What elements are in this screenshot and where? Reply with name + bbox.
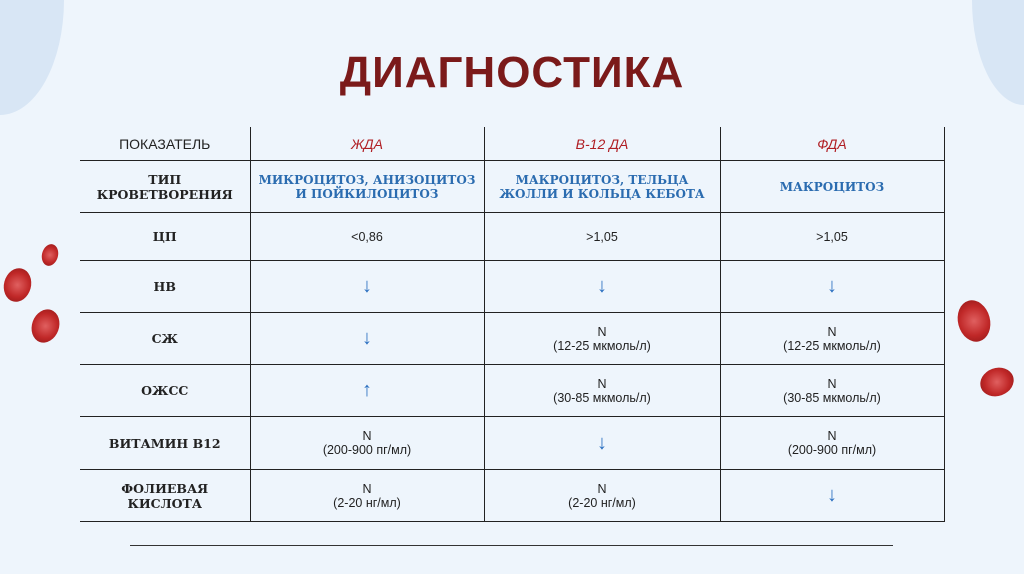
arrow-down-icon: ↓	[362, 275, 372, 297]
cell-value: N	[827, 429, 837, 443]
table-cell	[250, 365, 484, 417]
header-b12da: В-12 ДА	[484, 127, 720, 161]
table-cell	[484, 417, 720, 470]
red-blood-cell-image	[27, 305, 64, 346]
table-row	[80, 213, 944, 261]
arrow-down-icon: ↓	[827, 484, 837, 506]
arrow-down-icon: ↓	[827, 275, 837, 297]
table-row	[80, 261, 944, 313]
table-cell	[250, 161, 484, 213]
bottom-divider	[130, 545, 893, 546]
table-cell	[484, 261, 720, 313]
table-cell	[250, 213, 484, 261]
row-label: ОЖСС	[80, 365, 250, 417]
table-row	[80, 161, 944, 213]
table-cell	[250, 261, 484, 313]
table-cell	[484, 313, 720, 365]
table-cell	[720, 313, 944, 365]
table-cell	[720, 161, 944, 213]
table-cell	[720, 417, 944, 470]
cell-range: (12-25 мкмоль/л)	[783, 338, 881, 353]
row-label: ТИП КРОВЕТВОРЕНИЯ	[80, 161, 250, 213]
table-row	[80, 417, 944, 470]
cell-value: N	[362, 481, 372, 496]
row-label: СЖ	[80, 313, 250, 365]
header-fda: ФДА	[720, 127, 944, 161]
cell-value: МАКРОЦИТОЗ	[779, 179, 885, 194]
red-blood-cell-image	[976, 363, 1018, 401]
table-cell	[720, 470, 944, 522]
table-row	[80, 313, 944, 365]
table-cell	[484, 213, 720, 261]
table-cell	[250, 470, 484, 522]
cell-range: (200-900 пг/мл)	[322, 443, 412, 457]
arrow-down-icon: ↓	[362, 327, 372, 349]
cell-value: N	[597, 376, 607, 391]
cell-range: (2-20 нг/мл)	[333, 495, 401, 510]
header-row	[80, 127, 944, 161]
table-row	[80, 470, 944, 522]
arrow-down-icon: ↓	[597, 275, 607, 297]
table-cell	[250, 313, 484, 365]
cell-range: (30-85 мкмоль/л)	[783, 390, 881, 405]
arrow-up-icon: ↑	[362, 379, 372, 401]
red-blood-cell-image	[953, 297, 995, 346]
table-cell	[484, 365, 720, 417]
red-blood-cell-image	[39, 242, 60, 267]
cell-range: (2-20 нг/мл)	[568, 495, 636, 510]
table-cell	[484, 161, 720, 213]
cell-value: <0,86	[351, 229, 383, 244]
row-label: ЦП	[80, 213, 250, 261]
row-label: НВ	[80, 261, 250, 313]
table-cell	[484, 470, 720, 522]
row-label: ФОЛИЕВАЯ КИСЛОТА	[80, 470, 250, 522]
cell-value: N	[597, 324, 607, 339]
cell-value: >1,05	[816, 229, 848, 244]
cell-value: N	[597, 481, 607, 496]
row-label: ВИТАМИН В12	[80, 417, 250, 470]
cell-value: N	[827, 324, 837, 339]
table-cell	[720, 365, 944, 417]
cell-range: (200-900 пг/мл)	[787, 443, 877, 457]
page-title: ДИАГНОСТИКА	[339, 48, 685, 97]
table-cell	[720, 261, 944, 313]
diagnostics-table	[80, 127, 945, 522]
cell-value: МИКРОЦИТОЗ, АНИЗОЦИТОЗ И ПОЙКИЛОЦИТОЗ	[258, 172, 476, 201]
red-blood-cell-image	[0, 265, 35, 305]
cell-value: >1,05	[586, 229, 618, 244]
cell-range: (30-85 мкмоль/л)	[553, 390, 651, 405]
arrow-down-icon: ↓	[597, 431, 607, 454]
cell-value: N	[827, 376, 837, 391]
cell-value: МАКРОЦИТОЗ, ТЕЛЬЦА ЖОЛЛИ И КОЛЬЦА КЕБОТА	[499, 172, 705, 201]
cell-value: N	[362, 429, 372, 443]
table-row	[80, 365, 944, 417]
header-zhda: ЖДА	[250, 127, 484, 161]
cell-range: (12-25 мкмоль/л)	[553, 338, 651, 353]
table-cell	[250, 417, 484, 470]
header-indicator: ПОКАЗАТЕЛЬ	[80, 127, 250, 161]
table-cell	[720, 213, 944, 261]
